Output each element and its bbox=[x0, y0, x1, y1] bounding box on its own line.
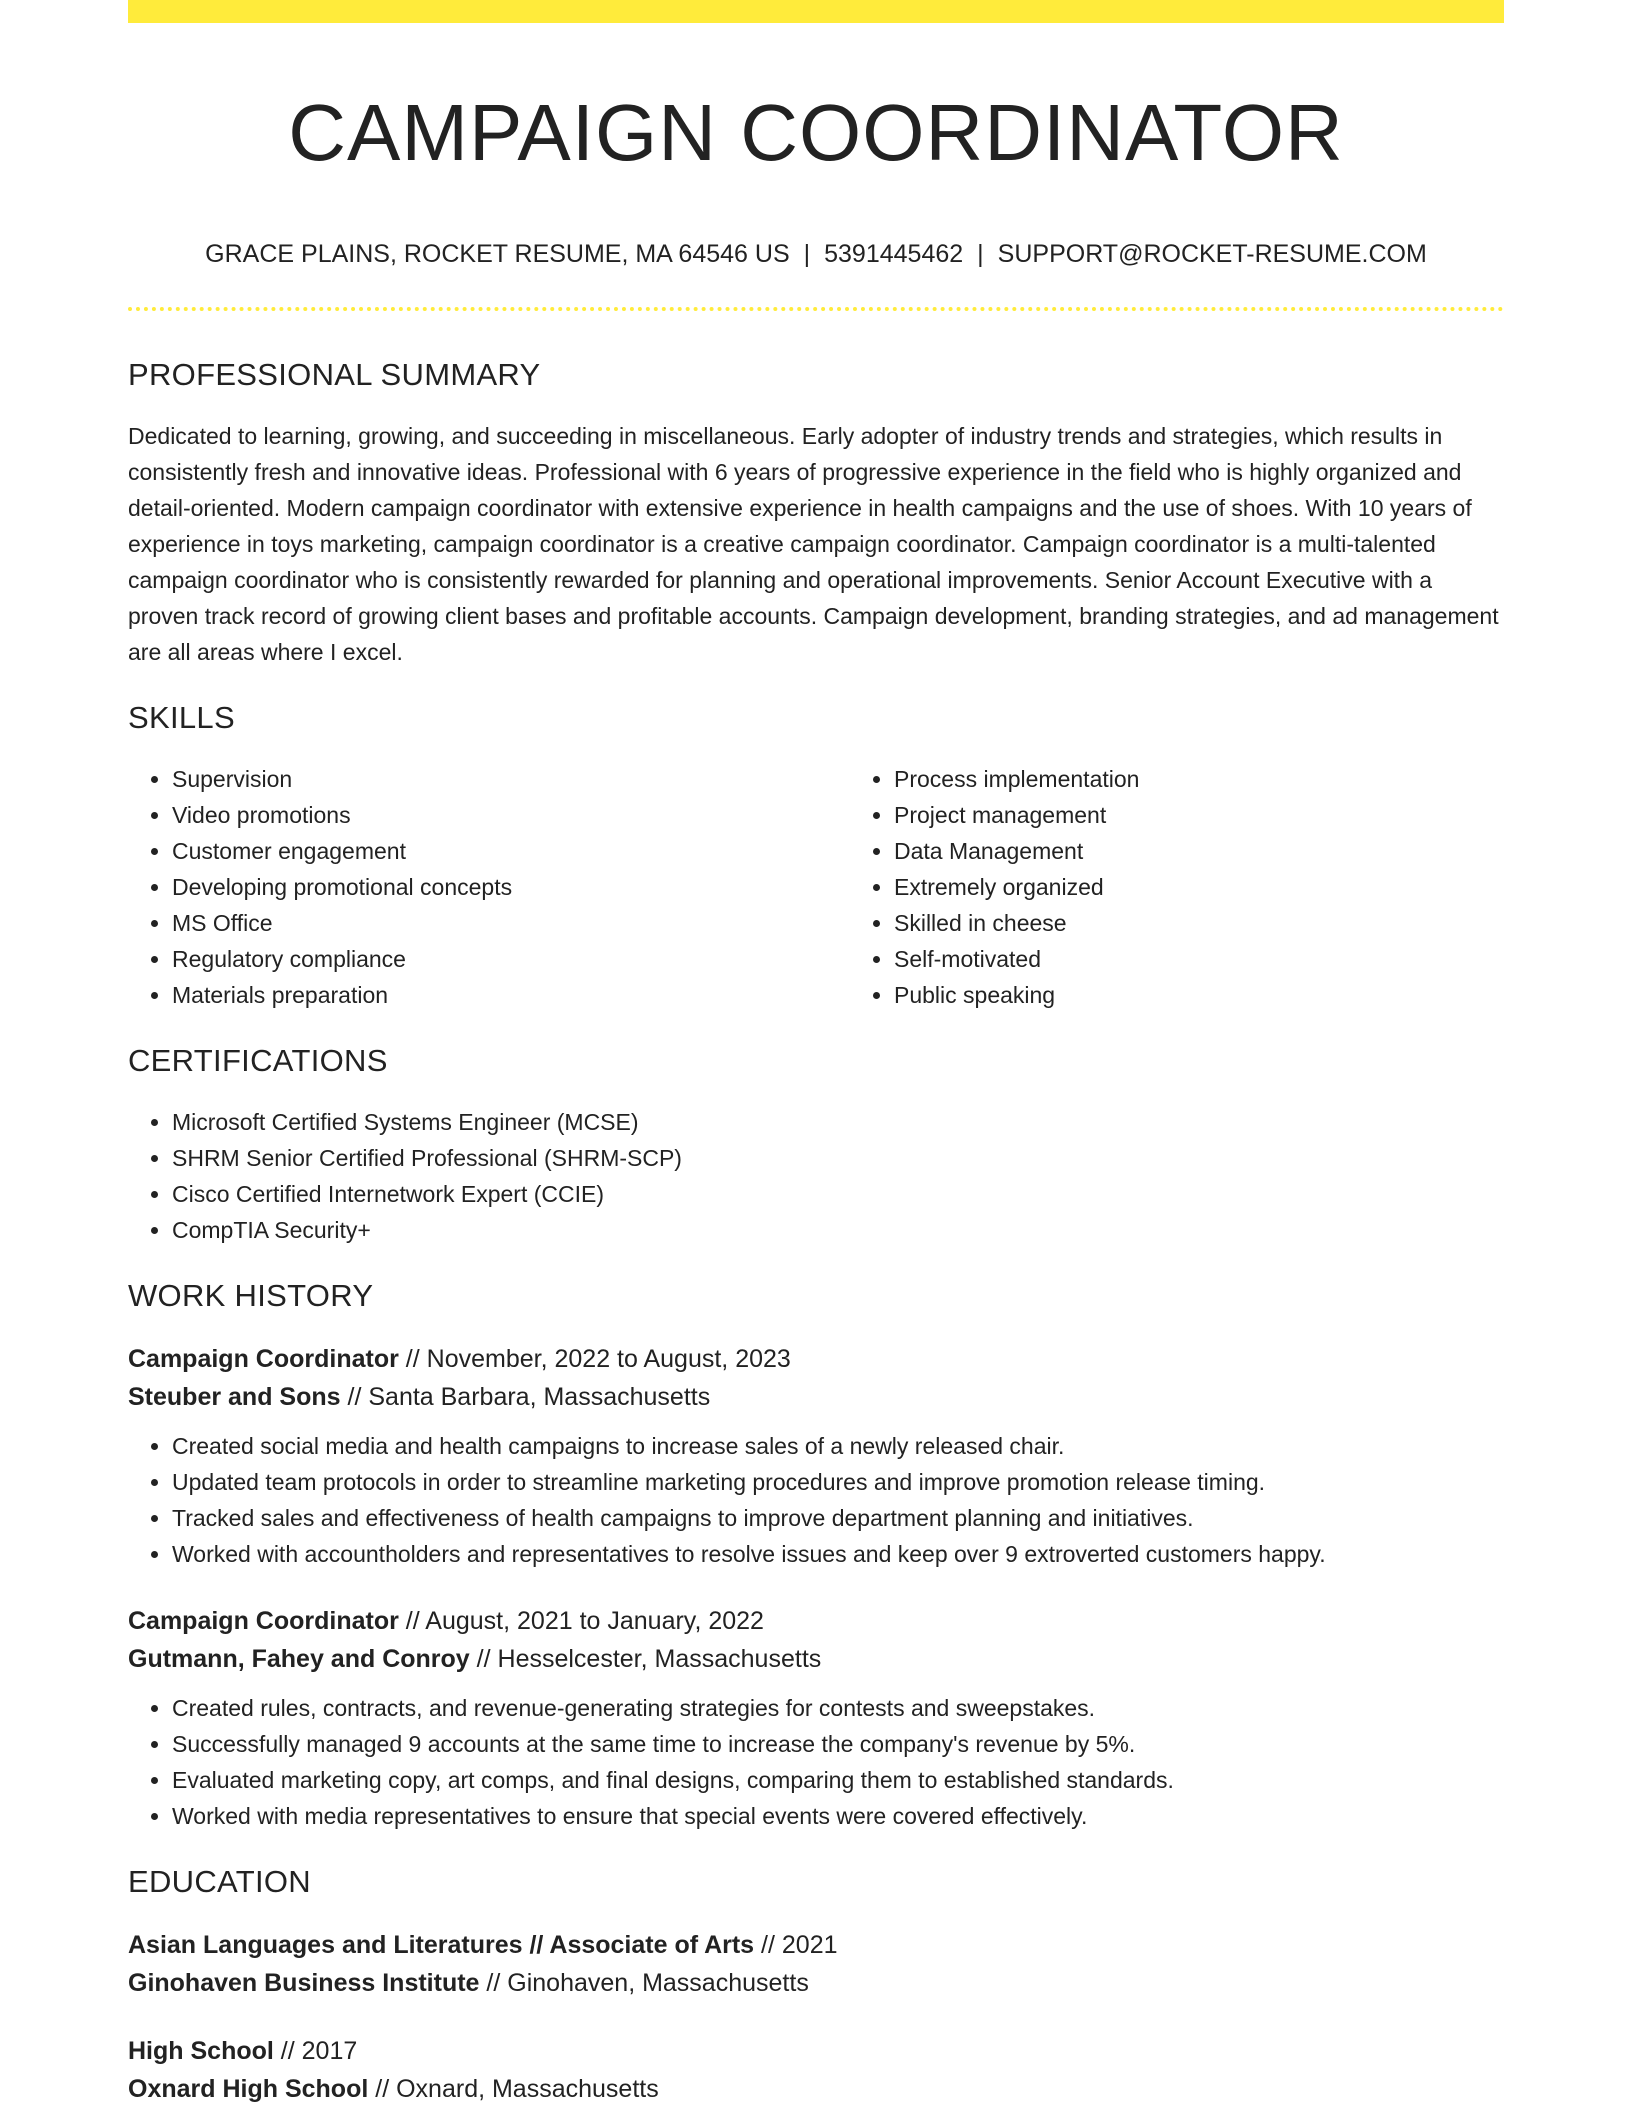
education-location: Ginohaven, Massachusetts bbox=[507, 1969, 809, 1997]
contact-email: SUPPORT@ROCKET-RESUME.COM bbox=[997, 240, 1427, 268]
job-role: Campaign Coordinator bbox=[128, 1607, 399, 1635]
job-bullets bbox=[128, 1690, 1504, 1834]
skill-item: • MS Office bbox=[172, 905, 850, 941]
contact-separator: | bbox=[977, 240, 984, 268]
skill-item: • Process implementation bbox=[894, 761, 1572, 797]
education-degree: High School bbox=[128, 2037, 274, 2065]
skill-item: • Supervision bbox=[172, 761, 850, 797]
certification-item: • CompTIA Security+ bbox=[172, 1212, 1504, 1248]
certification-item: • SHRM Senior Certified Professional (SHRM-SCP) bbox=[172, 1140, 1504, 1176]
skill-item: • Video promotions bbox=[172, 797, 850, 833]
job-bullet: • Created social media and health campaigns to increase sales of a newly released chair. bbox=[172, 1428, 1504, 1464]
job-title-line bbox=[128, 1602, 1504, 1640]
separator: // bbox=[280, 2037, 295, 2065]
skill-item: • Data Management bbox=[894, 833, 1572, 869]
certification-item: • Microsoft Certified Systems Engineer (MCSE) bbox=[172, 1104, 1504, 1140]
dotted-divider bbox=[128, 307, 1504, 311]
separator: // bbox=[476, 1645, 491, 1673]
skills-grid bbox=[128, 761, 1504, 1013]
separator: // bbox=[347, 1383, 362, 1411]
job-bullet: • Updated team protocols in order to streamline marketing procedures and improve promotion release timing. bbox=[172, 1464, 1504, 1500]
certification-item: • Cisco Certified Internetwork Expert (CCIE) bbox=[172, 1176, 1504, 1212]
education-location: Oxnard, Massachusetts bbox=[396, 2075, 659, 2103]
skill-item: • Materials preparation bbox=[172, 977, 850, 1013]
job-company: Steuber and Sons bbox=[128, 1383, 341, 1411]
education-year: 2021 bbox=[781, 1931, 838, 1959]
job-role: Campaign Coordinator bbox=[128, 1345, 399, 1373]
certifications-list bbox=[128, 1104, 1504, 1248]
job-company-line bbox=[128, 1640, 1504, 1678]
skills-list-left bbox=[128, 761, 850, 1013]
education-degree: Asian Languages and Literatures // Associate of Arts bbox=[128, 1931, 755, 1959]
job-bullet: • Created rules, contracts, and revenue-generating strategies for contests and sweepstakes. bbox=[172, 1690, 1504, 1726]
job-bullets bbox=[128, 1428, 1504, 1572]
separator: // bbox=[375, 2075, 390, 2103]
education-degree-line bbox=[128, 1926, 1504, 1964]
certifications-heading: CERTIFICATIONS bbox=[128, 1043, 388, 1078]
skill-item: • Public speaking bbox=[894, 977, 1572, 1013]
separator: // bbox=[405, 1607, 420, 1635]
summary-heading: PROFESSIONAL SUMMARY bbox=[128, 357, 541, 392]
summary-text: Dedicated to learning, growing, and succeeding in miscellaneous. Early adopter of industry trends and strategies, which results in consistently fresh and innovative ideas. Professional with 6 years of progressive experience in the field who is highly organized and detail-oriented. Modern campaign coordinator with extensive experience in health campaigns and the use of shoes. With 10 years of experience in toys marketing, campaign coordinator is a creative campaign coordinator. Campaign coordinator is a multi-talented campaign coordinator who is consistently rewarded for planning and operational improvements. Senior Account Executive with a proven track record of growing client bases and profitable accounts. Campaign development, branding strategies, and ad management are all areas where I excel. bbox=[128, 423, 1499, 665]
resume-page bbox=[128, 0, 1504, 2108]
separator: // bbox=[405, 1345, 420, 1373]
job-company-line bbox=[128, 1378, 1504, 1416]
skills-heading: SKILLS bbox=[128, 700, 235, 735]
skills-list-right bbox=[850, 761, 1572, 1013]
skill-item: • Developing promotional concepts bbox=[172, 869, 850, 905]
job-company: Gutmann, Fahey and Conroy bbox=[128, 1645, 470, 1673]
contact-address: GRACE PLAINS, ROCKET RESUME, MA 64546 US bbox=[205, 240, 790, 268]
education-degree-line bbox=[128, 2032, 1504, 2070]
job-bullet: • Successfully managed 9 accounts at the same time to increase the company's revenue by 5%. bbox=[172, 1726, 1504, 1762]
accent-top-bar bbox=[128, 0, 1504, 23]
contact-separator: | bbox=[803, 240, 811, 268]
education-school: Oxnard High School bbox=[128, 2075, 369, 2103]
separator: // bbox=[486, 1969, 501, 1997]
skill-item: • Customer engagement bbox=[172, 833, 850, 869]
resume-title: CAMPAIGN COORDINATOR bbox=[288, 88, 1344, 177]
job-bullet: • Worked with accountholders and representatives to resolve issues and keep over 9 extroverted customers happy. bbox=[172, 1536, 1504, 1572]
skill-item: • Project management bbox=[894, 797, 1572, 833]
job-dates: August, 2021 to January, 2022 bbox=[425, 1607, 764, 1635]
job-bullet: • Evaluated marketing copy, art comps, and final designs, comparing them to established standards. bbox=[172, 1762, 1504, 1798]
education-year: 2017 bbox=[301, 2037, 358, 2065]
skill-item: • Regulatory compliance bbox=[172, 941, 850, 977]
skill-item: • Extremely organized bbox=[894, 869, 1572, 905]
skill-item: • Self-motivated bbox=[894, 941, 1572, 977]
job-bullet: • Tracked sales and effectiveness of health campaigns to improve department planning and initiatives. bbox=[172, 1500, 1504, 1536]
education-school-line bbox=[128, 2070, 1504, 2108]
education-school-line bbox=[128, 1964, 1504, 2002]
work-history-heading: WORK HISTORY bbox=[128, 1278, 374, 1313]
job-bullet: • Worked with media representatives to ensure that special events were covered effectively. bbox=[172, 1798, 1504, 1834]
education-school: Ginohaven Business Institute bbox=[128, 1969, 480, 1997]
job-location: Hesselcester, Massachusetts bbox=[497, 1645, 822, 1673]
job-title-line bbox=[128, 1340, 1504, 1378]
contact-phone: 5391445462 bbox=[824, 240, 964, 268]
separator: // bbox=[761, 1931, 775, 1959]
education-heading: EDUCATION bbox=[128, 1864, 311, 1899]
job-location: Santa Barbara, Massachusetts bbox=[368, 1383, 711, 1411]
job-dates: November, 2022 to August, 2023 bbox=[426, 1345, 791, 1373]
contact-line bbox=[128, 239, 1504, 269]
skill-item: • Skilled in cheese bbox=[894, 905, 1572, 941]
